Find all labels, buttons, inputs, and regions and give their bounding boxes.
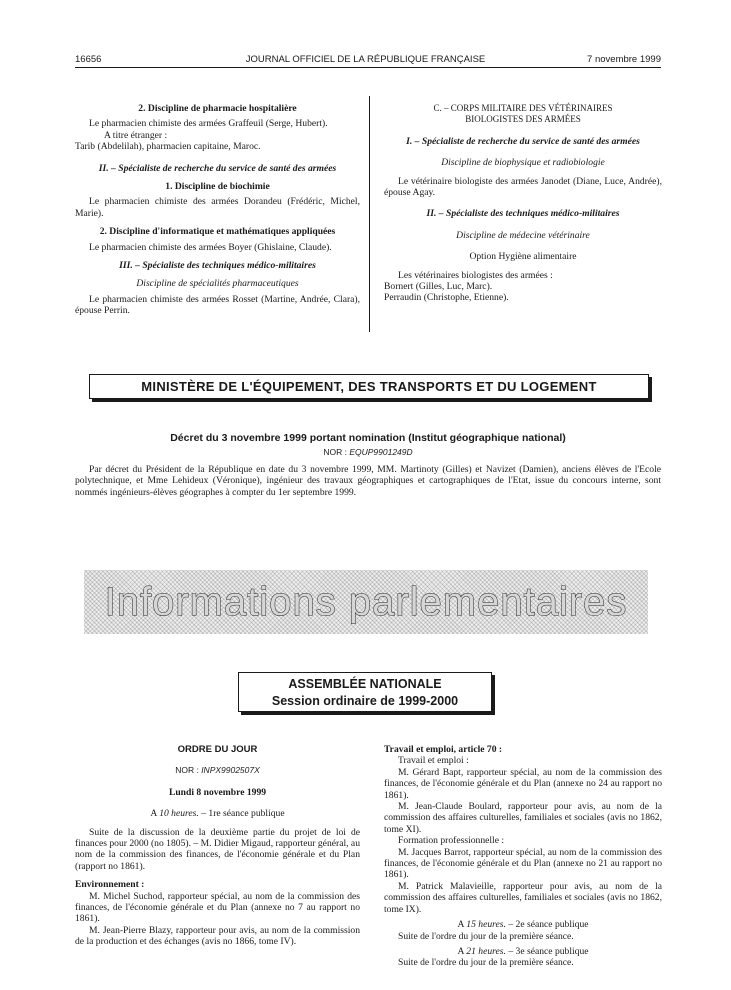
heading-specialiste-techniques-vet: II. – Spécialiste des techniques médico-militaires bbox=[426, 208, 620, 220]
heading-option-hygiene: Option Hygiène alimentaire bbox=[469, 251, 577, 263]
assemblee-title: ASSEMBLÉE NATIONALE bbox=[288, 677, 442, 691]
ordre-nor bbox=[75, 765, 360, 776]
ordre-nor-label: NOR : bbox=[175, 765, 199, 776]
ordre-date: Lundi 8 novembre 1999 bbox=[168, 786, 267, 798]
entry-boyer: Le pharmacien chimiste des armées Boyer (Ghislaine, Claude). bbox=[89, 241, 332, 253]
header-rule bbox=[75, 67, 661, 68]
heading-medecine-veterinaire: Discipline de médecine vétérinaire bbox=[456, 229, 590, 241]
entry-blazy: M. Jean-Pierre Blazy, rapporteur pour avis, au nom de la commission de la production et des échanges (avis no 1866, tome IV). bbox=[75, 924, 360, 948]
subheading-travail-emploi: Travail et emploi : bbox=[398, 755, 469, 767]
seance-2: A 15 heures. – 2e séance publique bbox=[457, 919, 589, 931]
entry-janodet: Le vétérinaire biologiste des armées Janodet (Diane, Luce, Andrée), épouse Agay. bbox=[384, 175, 662, 199]
seance-1-heure: 10 heures. bbox=[159, 808, 199, 820]
ordre-du-jour-title: ORDRE DU JOUR bbox=[177, 744, 258, 755]
assemblee-nationale-box bbox=[238, 672, 492, 712]
ordre-right-column bbox=[384, 744, 662, 969]
heading-specialiste-techniques: III. – Spécialiste des techniques médico-militaires bbox=[119, 260, 316, 272]
banner-title: Informations parlementaires bbox=[104, 579, 628, 624]
decret-body: Par décret du Président de la République en date du 3 novembre 1999, MM. Martinoty (Gilles) et Navizet (Damien), anciens élèves de l'Ecole polytechnique, et Mme Lehideux (Véronique), ingénieur des travaux géographiques et cartographiques de l'Etat, issue du concours interne, sont nommés ingénieurs-élèves géographes à compter du 1er septembre 1999. bbox=[75, 464, 661, 498]
ordre-nor-code: INPX9902507X bbox=[201, 765, 260, 776]
entry-les-veterinaires: Les vétérinaires biologistes des armées : bbox=[398, 269, 553, 281]
heading-corps-line1: C. – CORPS MILITAIRE DES VÉTÉRINAIRES bbox=[433, 103, 613, 113]
entry-graffeuil: Le pharmacien chimiste des armées Graffeuil (Serge, Hubert). bbox=[89, 118, 328, 130]
heading-informatique: 2. Discipline d'informatique et mathématiques appliquées bbox=[99, 226, 336, 238]
decret-nor-label: NOR : bbox=[323, 447, 347, 457]
entry-malavieille: M. Patrick Malavieille, rapporteur pour avis, au nom de la commission des affaires culturelles, familiales et sociales (avis no 1862, tome IX). bbox=[384, 880, 662, 915]
seance-2-label: – 2e séance publique bbox=[508, 919, 589, 931]
entry-perraudin: Perraudin (Christophe, Etienne). bbox=[384, 292, 509, 304]
ordre-left-column bbox=[75, 744, 360, 948]
entry-dorandeu: Le pharmacien chimiste des armées Dorandeu (Frédéric, Michel, Marie). bbox=[75, 196, 360, 219]
seance-1: A 10 heures. – 1re séance publique bbox=[150, 808, 285, 820]
heading-corps-line2: BIOLOGISTES DES ARMÉES bbox=[465, 114, 581, 125]
entry-tarib: Tarib (Abdelilah), pharmacien capitaine, Maroc. bbox=[75, 141, 261, 153]
heading-specialiste-recherche: II. – Spécialiste de recherche du service de santé des armées bbox=[98, 162, 337, 174]
informations-parlementaires-banner bbox=[84, 570, 648, 634]
entry-suite-discussion: Suite de la discussion de la deuxième partie du projet de loi de finances pour 2000 (no 1805). – M. Didier Migaud, rapporteur général, au nom de la commission des finances, de l'économie générale et du Plan (rapport no 1861). bbox=[75, 826, 360, 872]
left-column bbox=[75, 103, 360, 317]
column-separator bbox=[369, 96, 370, 332]
heading-specialiste-recherche-vet: I. – Spécialiste de recherche du service de santé des armées bbox=[406, 135, 640, 147]
entry-bapt: M. Gérard Bapt, rapporteur spécial, au nom de la commission des finances, de l'économie générale et du Plan (annexe no 24 au rapport no 1861). bbox=[384, 766, 662, 801]
entry-bornert: Bornert (Gilles, Luc, Marc). bbox=[384, 281, 493, 293]
heading-environnement: Environnement : bbox=[75, 879, 145, 891]
subheading-formation: Formation professionnelle : bbox=[398, 835, 505, 847]
a-titre-etranger: A titre étranger : bbox=[104, 129, 168, 141]
entry-rosset: Le pharmacien chimiste des armées Rosset (Martine, Andrée, Clara), épouse Perrin. bbox=[75, 293, 360, 317]
seance-1-label: – 1re séance publique bbox=[201, 808, 285, 820]
right-column bbox=[384, 103, 662, 304]
page-number: 16656 bbox=[75, 54, 102, 65]
decret-nor bbox=[75, 447, 661, 457]
decret-body-block bbox=[75, 464, 661, 498]
heading-biophysique: Discipline de biophysique et radiobiologie bbox=[441, 157, 605, 169]
entry-barrot: M. Jacques Barrot, rapporteur spécial, au nom de la commission des finances, de l'économie générale et du Plan (annexe no 21 au rapport no 1861). bbox=[384, 846, 662, 881]
entry-suite-seance-2: Suite de l'ordre du jour de la première séance. bbox=[398, 930, 574, 942]
journal-title: JOURNAL OFFICIEL DE LA RÉPUBLIQUE FRANÇAISE bbox=[245, 54, 486, 65]
heading-travail-emploi-article: Travail et emploi, article 70 : bbox=[384, 744, 503, 755]
session-title: Session ordinaire de 1999-2000 bbox=[271, 694, 459, 708]
ministry-heading: MINISTÈRE DE L'ÉQUIPEMENT, DES TRANSPORTS ET DU LOGEMENT bbox=[89, 374, 649, 399]
decret-nor-code: EQUP9901249D bbox=[349, 447, 413, 457]
header-date: 7 novembre 1999 bbox=[587, 54, 661, 65]
seance-3-label: – 3e séance publique bbox=[508, 945, 589, 957]
seance-2-heure: 15 heures. bbox=[466, 919, 506, 931]
heading-biochimie: 1. Discipline de biochimie bbox=[165, 181, 270, 193]
heading-specialites-pharmaceutiques: Discipline de spécialités pharmaceutiques bbox=[136, 278, 299, 290]
entry-suite-seance-3: Suite de l'ordre du jour de la première séance. bbox=[398, 957, 574, 969]
decret-title: Décret du 3 novembre 1999 portant nomination (Institut géographique national) bbox=[170, 432, 566, 444]
seance-3: A 21 heures. – 3e séance publique bbox=[457, 945, 589, 957]
entry-suchod: M. Michel Suchod, rapporteur spécial, au nom de la commission des finances, de l'économie générale et du Plan (annexe no 7 au rapport no 1861). bbox=[75, 890, 360, 925]
entry-boulard: M. Jean-Claude Boulard, rapporteur pour avis, au nom de la commission des affaires culturelles, familiales et sociales (avis no 1862, tome XI). bbox=[384, 801, 662, 835]
heading-pharmacie-hospitaliere: 2. Discipline de pharmacie hospitalière bbox=[138, 103, 297, 114]
seance-3-heure: 21 heures. bbox=[466, 945, 506, 957]
